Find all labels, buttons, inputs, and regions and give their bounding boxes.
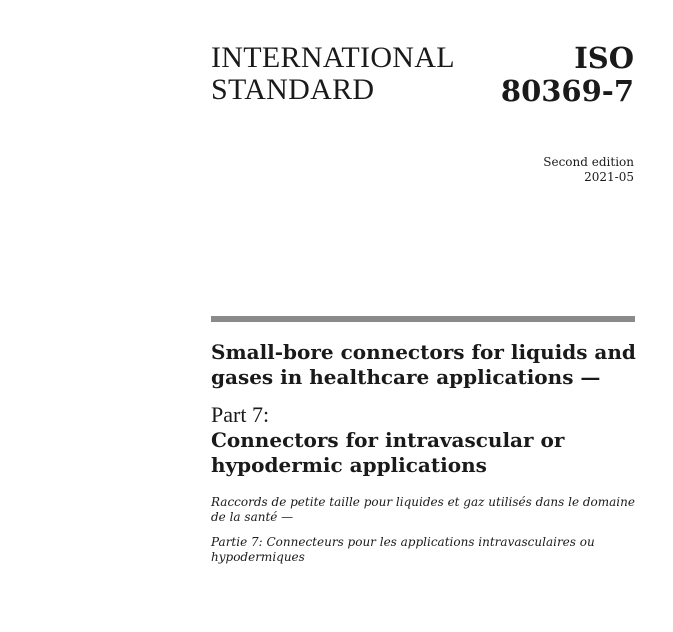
edition-date: 2021-05 — [584, 170, 634, 184]
french-title — [211, 495, 641, 525]
french-title-line-2: de la santé — — [211, 510, 294, 524]
french-title-line-1: Raccords de petite taille pour liquides et gaz utilisés dans le domaine — [211, 495, 635, 509]
french-part-line-2: hypodermiques — [211, 550, 305, 564]
edition-label: Second edition — [543, 155, 634, 169]
document-type-line-1: INTERNATIONAL — [211, 41, 455, 74]
part-title — [211, 428, 641, 478]
document-type-line-2: STANDARD — [211, 73, 375, 106]
main-title — [211, 340, 641, 390]
standard-number — [501, 42, 634, 108]
title-divider — [211, 316, 635, 322]
main-title-line-1: Small-bore connectors for liquids and — [211, 340, 636, 364]
iso-prefix: ISO — [574, 41, 634, 75]
part-title-line-2: hypodermic applications — [211, 453, 487, 477]
french-part-title — [211, 535, 641, 565]
iso-number: 80369-7 — [500, 74, 634, 108]
main-title-line-2: gases in healthcare applications — — [211, 365, 601, 389]
part-title-line-1: Connectors for intravascular or — [211, 428, 565, 452]
french-part-line-1: Partie 7: Connecteurs pour les applications intravasculaires ou — [211, 535, 595, 549]
document-type — [211, 42, 455, 106]
part-label: Part 7: — [211, 402, 270, 427]
edition-info — [543, 155, 634, 185]
